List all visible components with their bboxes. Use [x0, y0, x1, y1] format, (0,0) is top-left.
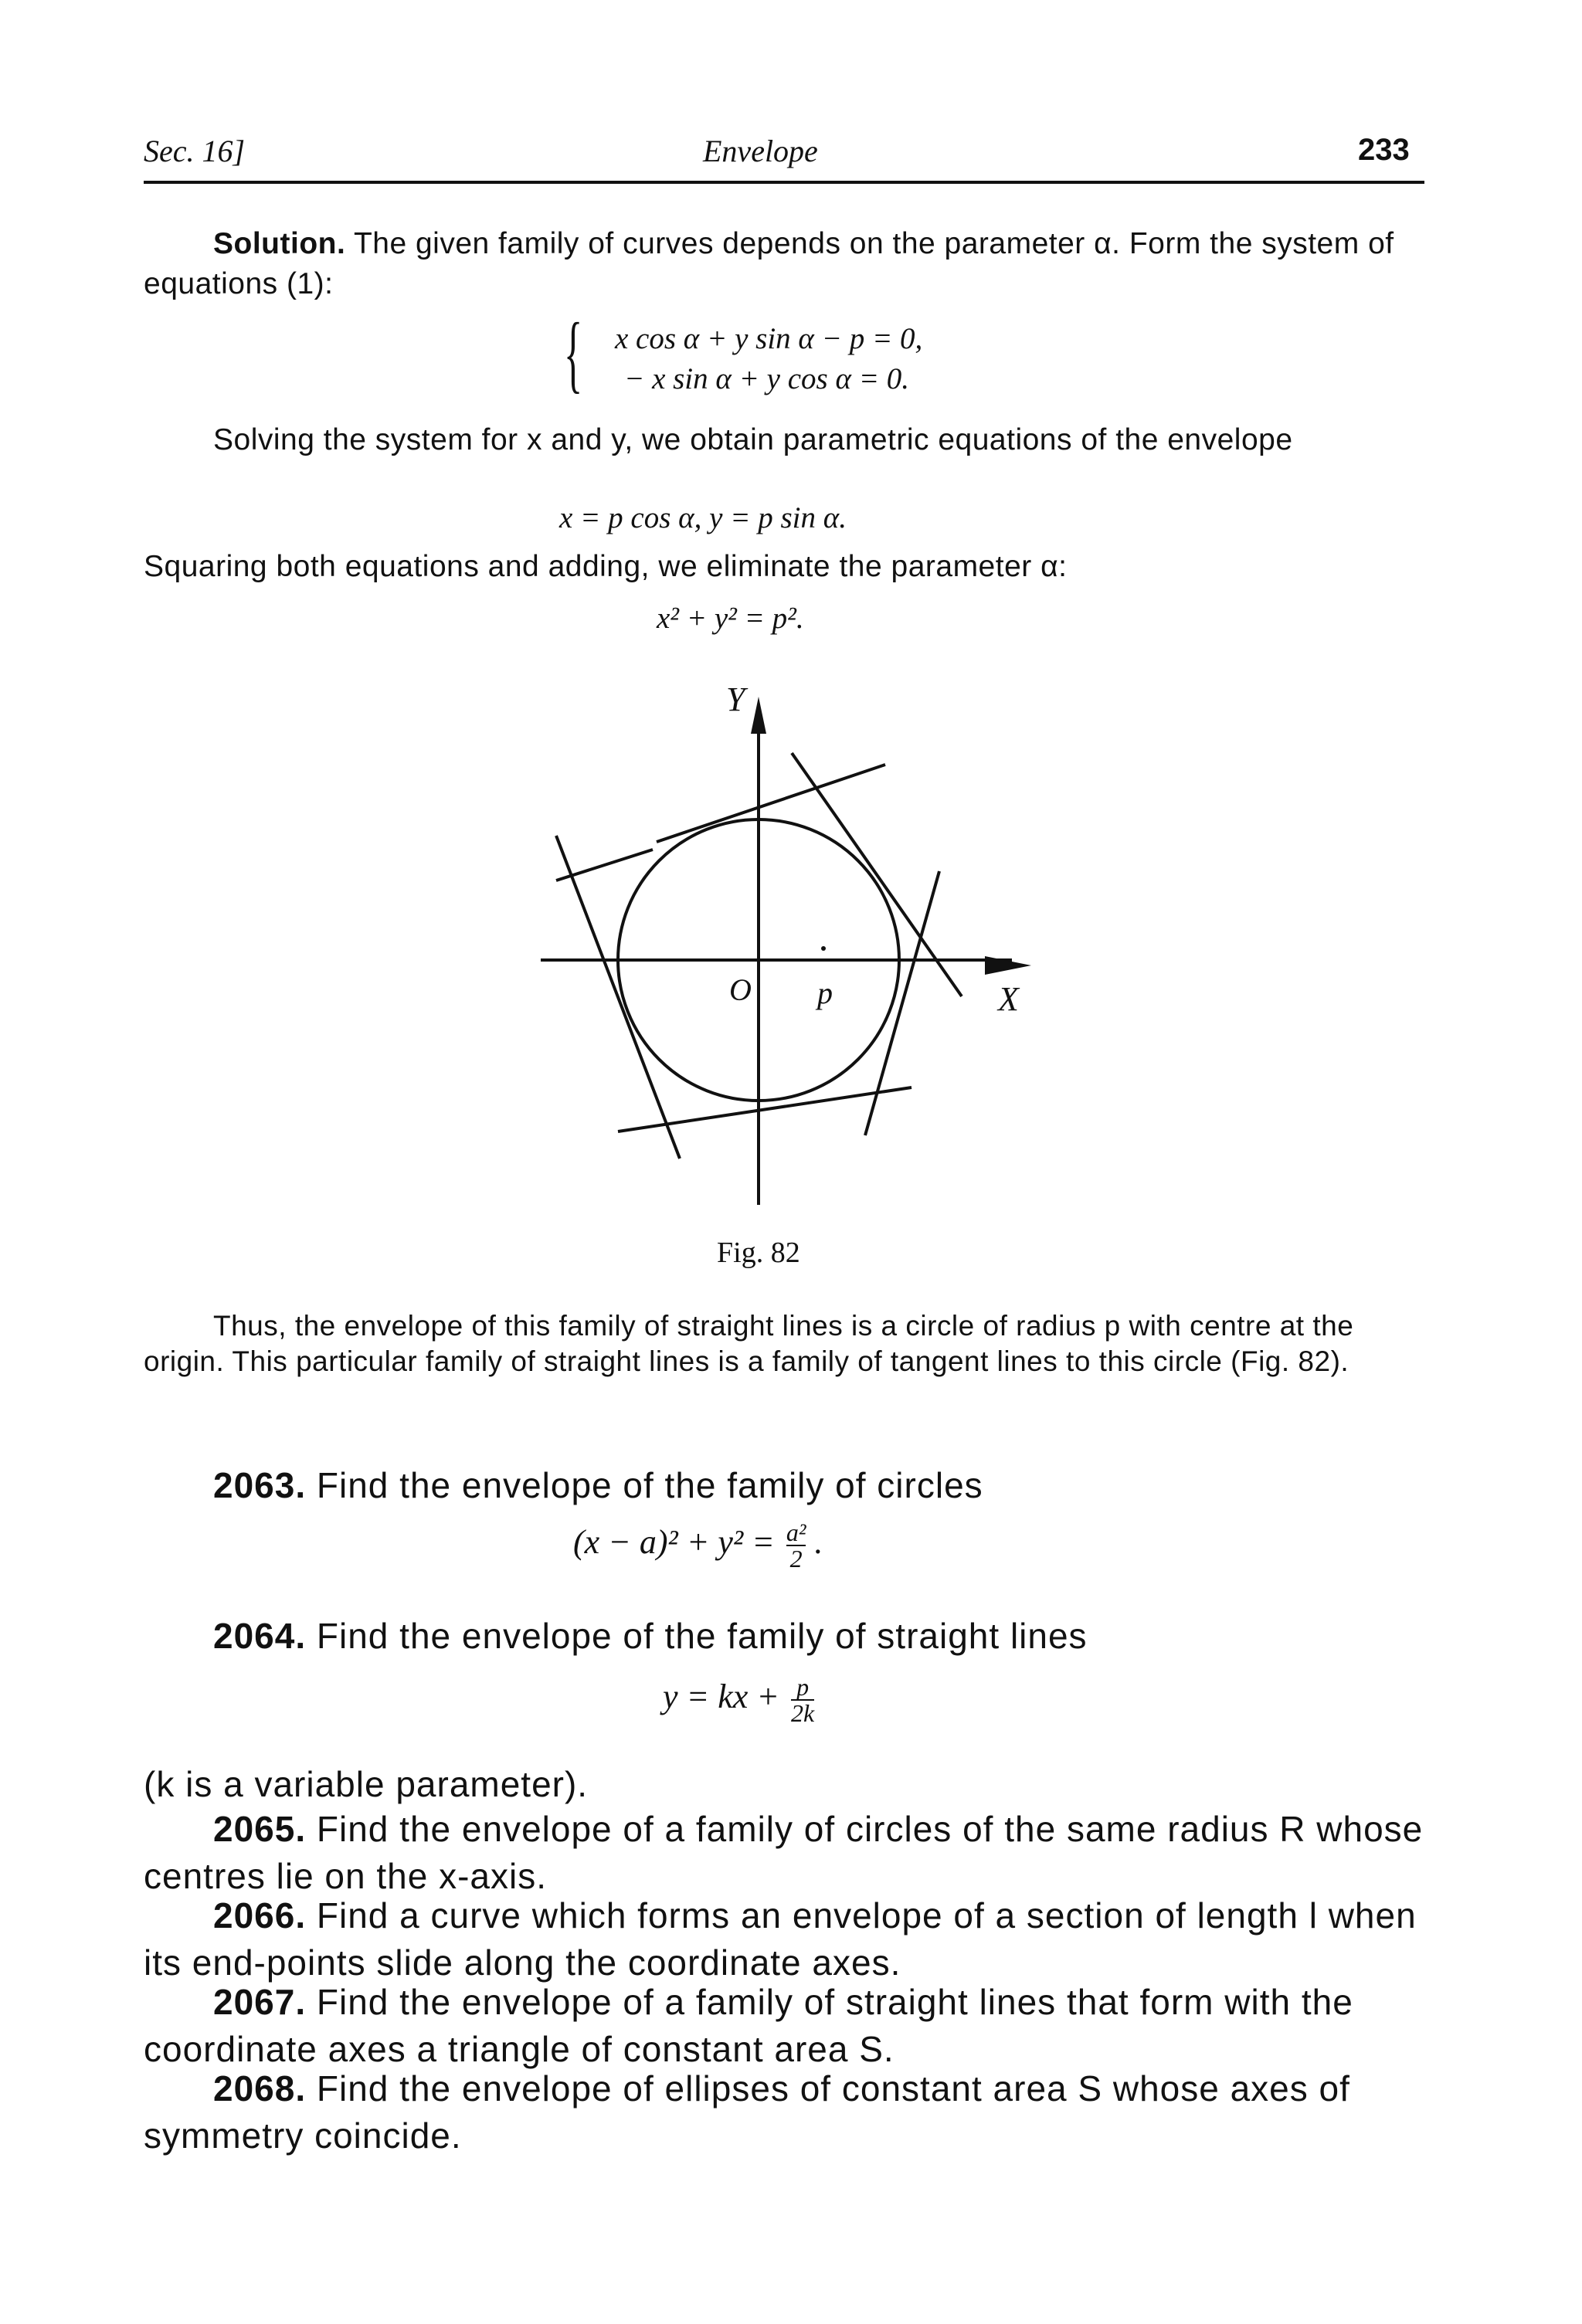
equation-2063-denominator: 2	[786, 1545, 806, 1571]
equation-2063-numerator: a²	[786, 1518, 806, 1546]
equation-2064-numerator: p	[796, 1673, 810, 1701]
tangent-line-1	[657, 765, 885, 842]
problem-2068-text: Find the envelope of ellipses of constant area S whose axes of symmetry coincide.	[144, 2068, 1350, 2156]
section-ref: Sec. 16]	[144, 134, 246, 168]
circle-equation: x² + y² = p².	[657, 602, 804, 635]
problem-2067	[144, 1979, 1426, 2073]
problem-2065-number: 2065.	[213, 1809, 307, 1849]
equation-2063-period: .	[814, 1523, 823, 1562]
page-number: 233	[1358, 133, 1410, 167]
problem-2067-number: 2067.	[213, 1982, 307, 2022]
parametric-equations: x = p cos α, y = p sin α.	[559, 501, 847, 534]
problem-2067-text: Find the envelope of a family of straight lines that form with the coordinate axes a triangle of constant area S.	[144, 1982, 1353, 2069]
problem-2064	[144, 1613, 1426, 1660]
y-axis-label: Y	[726, 680, 745, 718]
figure-caption: Fig. 82	[717, 1237, 800, 1269]
tangent-line-5	[556, 836, 680, 1159]
equation-2064-denominator: 2k	[790, 1699, 815, 1727]
problem-2064-text: Find the envelope of the family of straight lines	[316, 1616, 1088, 1656]
equation-2064-lhs: y = kx +	[663, 1678, 779, 1716]
equation-2063-fraction	[786, 1520, 806, 1571]
problem-2065-text: Find the envelope of a family of circles of the same radius R whose centres lie on the x-axis.	[144, 1809, 1424, 1896]
system-brace: {	[564, 306, 583, 402]
problem-2066-text: Find a curve which forms an envelope of a section of length l when its end-points slide along the coordinate axes.	[144, 1895, 1417, 1983]
solution-lead: Solution.	[213, 227, 346, 260]
radius-label: p	[817, 975, 833, 1010]
conclusion-paragraph: Thus, the envelope of this family of straight lines is a circle of radius p with centre at the origin. This particular family of straight lines is a family of tangent lines to this circle (Fig. 82).	[144, 1310, 1354, 1377]
squaring-paragraph: Squaring both equations and adding, we eliminate the parameter α:	[144, 550, 1068, 583]
equation-2064-fraction	[791, 1674, 814, 1725]
equation-2063-lhs: (x − a)² + y² =	[573, 1523, 775, 1562]
system-eq-2: − x sin α + y cos α = 0.	[624, 362, 910, 395]
problem-2064-note: (k is a variable parameter).	[144, 1764, 589, 1804]
problem-2066-number: 2066.	[213, 1895, 307, 1936]
system-eq-1: x cos α + y sin α − p = 0,	[615, 322, 923, 355]
solving-paragraph: Solving the system for x and y, we obtain parametric equations of the envelope	[213, 423, 1293, 456]
problem-2068	[144, 2065, 1426, 2159]
tangent-line-6	[556, 850, 653, 880]
problem-2066	[144, 1892, 1426, 1986]
radius-point	[821, 946, 826, 951]
running-title: Envelope	[703, 134, 818, 168]
origin-label: O	[729, 972, 752, 1007]
solution-text-1: The given family of curves depends on the parameter α. Form the system of equations (1):	[144, 227, 1394, 300]
y-axis-arrow	[751, 697, 766, 734]
x-axis-label: X	[998, 980, 1019, 1018]
problem-2063-text: Find the envelope of the family of circles	[316, 1465, 983, 1505]
problem-2065	[144, 1806, 1426, 1900]
problem-2063	[144, 1462, 1426, 1509]
equation-2064	[663, 1674, 814, 1725]
problem-2063-number: 2063.	[213, 1465, 307, 1505]
equation-2063	[573, 1520, 823, 1571]
problem-2068-number: 2068.	[213, 2068, 307, 2109]
problem-2064-number: 2064.	[213, 1616, 307, 1656]
